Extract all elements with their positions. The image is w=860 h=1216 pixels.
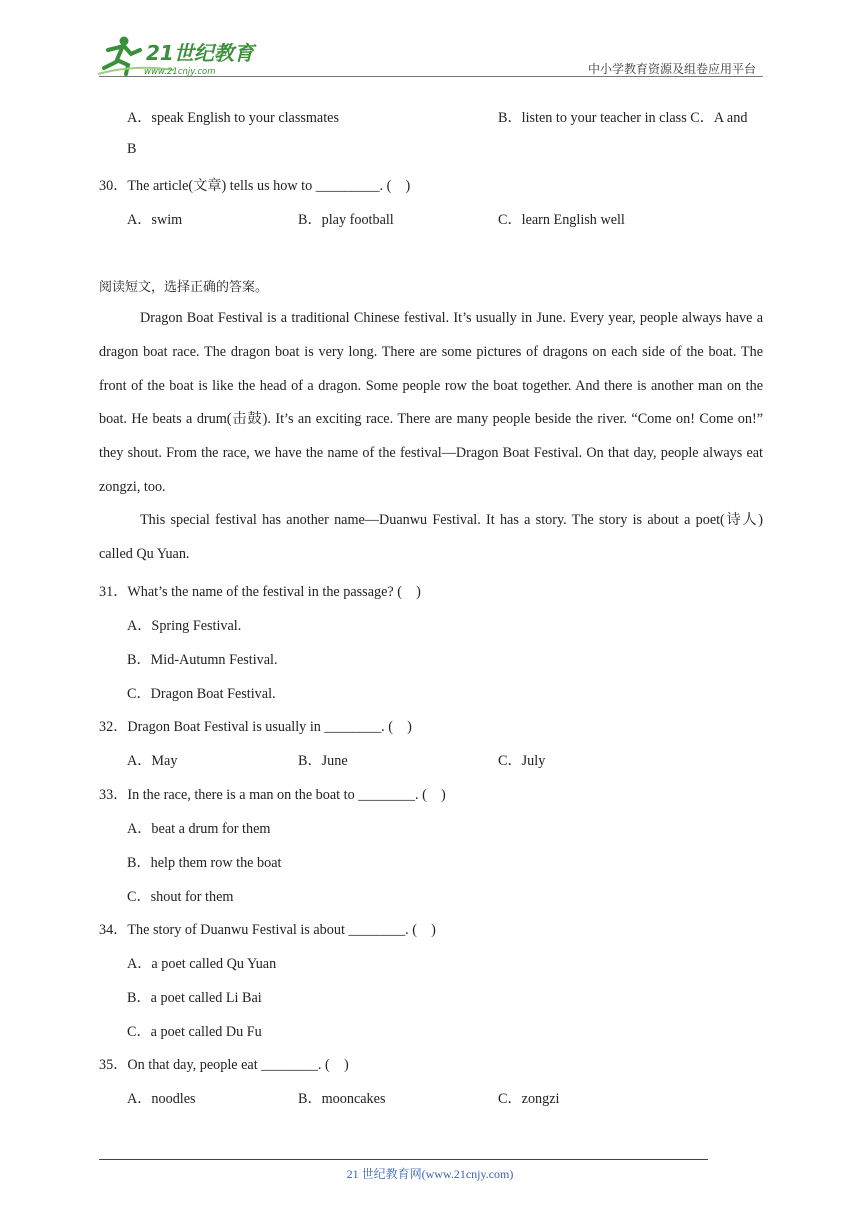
logo-21cnjy <box>94 34 264 78</box>
q31-option-b: B．Mid-Autumn Festival. <box>127 652 278 668</box>
q31-option-a: A．Spring Festival. <box>127 618 242 634</box>
q29-option-a: A．speak English to your classmates <box>127 110 339 126</box>
reading-paragraph-1: Dragon Boat Festival is a traditional Chinese festival. It’s usually in June. Every year, people always have a dragon boat race. The dragon boat is very long. There are some pictures of dragons on each side of the boat. The front of the boat is like the head of a dragon. Some people row the boat together. And there is another man on the boat. He beats a drum(击鼓). It’s an exciting race. There are many people beside the river. “Come on! Come on!” they shout. From the race, we have the name of the festival—Dragon Boat Festival. On that day, people always eat zongzi, too. <box>99 310 763 495</box>
q32-stem: 32．Dragon Boat Festival is usually in ________. ( ) <box>99 719 412 735</box>
reading-instruction: 阅读短文，选择正确的答案。 <box>99 280 269 295</box>
q31-option-c: C．Dragon Boat Festival. <box>127 686 276 702</box>
q32-option-a: A．May <box>127 753 178 769</box>
header-divider <box>99 76 763 77</box>
q29-option-b-continued: B <box>127 141 137 157</box>
q30-stem: 30．The article(文章) tells us how to _________. ( ) <box>99 178 411 194</box>
q29-option-b: B．listen to your teacher in class C．A and <box>498 110 748 126</box>
q33-option-b: B．help them row the boat <box>127 855 282 871</box>
q33-option-a: A．beat a drum for them <box>127 821 271 837</box>
q30-option-a: A．swim <box>127 212 183 228</box>
q32-option-b: B．June <box>298 753 348 769</box>
q32-option-c: C．July <box>498 753 546 769</box>
q30-option-c: C．learn English well <box>498 212 625 228</box>
q33-option-c: C．shout for them <box>127 889 234 905</box>
footer-link[interactable]: 21 世纪教育网(www.21cnjy.com) <box>346 1167 514 1181</box>
q30-option-b: B．play football <box>298 212 394 228</box>
q34-stem: 34．The story of Duanwu Festival is about ________. ( ) <box>99 922 436 938</box>
reading-paragraph-2: This special festival has another name—Duanwu Festival. It has a story. The story is about a poet(诗人) called Qu Yuan. <box>99 512 763 562</box>
q34-option-b: B．a poet called Li Bai <box>127 990 262 1006</box>
q35-option-a: A．noodles <box>127 1091 196 1107</box>
q31-stem: 31．What’s the name of the festival in the passage? ( ) <box>99 584 421 600</box>
q33-stem: 33．In the race, there is a man on the boat to ________. ( ) <box>99 787 446 803</box>
q35-option-b: B．mooncakes <box>298 1091 386 1107</box>
svg-text:21世纪教育: 21世纪教育 <box>146 41 254 65</box>
svg-text:www.21cnjy.com: www.21cnjy.com <box>144 67 216 77</box>
footer-divider <box>99 1159 708 1160</box>
q34-option-c: C．a poet called Du Fu <box>127 1024 262 1040</box>
page-header <box>0 0 860 80</box>
q35-option-c: C．zongzi <box>498 1091 560 1107</box>
header-platform-text: 中小学教育资源及组卷应用平台 <box>587 62 756 76</box>
q35-stem: 35．On that day, people eat ________. ( ) <box>99 1057 349 1073</box>
q34-option-a: A．a poet called Qu Yuan <box>127 956 277 972</box>
